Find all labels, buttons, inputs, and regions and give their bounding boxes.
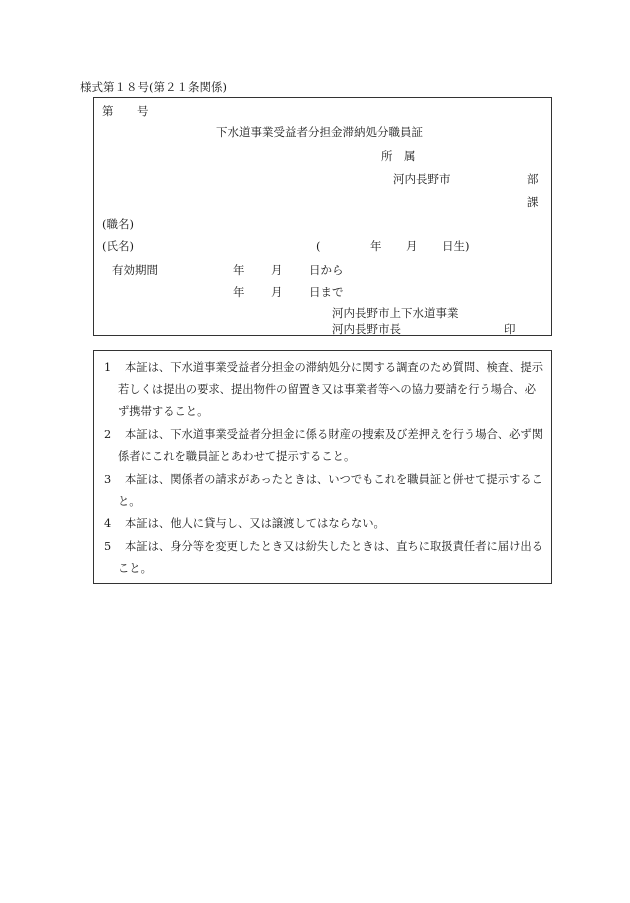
issuer-title: 河内長野市長: [332, 322, 401, 336]
id-card: [93, 97, 552, 336]
valid-to-day: 日まで: [309, 285, 344, 299]
valid-to-year: 年: [233, 285, 245, 299]
birth-day: 日生): [442, 239, 470, 253]
notes-box: [93, 350, 552, 584]
city-name: 河内長野市: [393, 172, 451, 186]
number-suffix: 号: [137, 104, 149, 118]
birth-year: 年: [370, 239, 382, 253]
department-label: 部: [527, 172, 539, 186]
validity-label: 有効期間: [112, 263, 158, 277]
birth-open-paren: (: [316, 239, 321, 253]
valid-from-month: 月: [271, 263, 283, 277]
issuer-org: 河内長野市上下水道事業: [332, 306, 459, 320]
note-item: 3 本証は、関係者の請求があったときは、いつでもこれを職員証と併せて提示すること。: [104, 473, 543, 508]
number-prefix: 第: [102, 104, 114, 118]
birth-month: 月: [406, 239, 418, 253]
name-label: (氏名): [102, 239, 134, 253]
note-item: 4 本証は、他人に貸与し、又は譲渡してはならない。: [104, 517, 385, 530]
valid-from-year: 年: [233, 263, 245, 277]
affiliation-label: 所 属: [381, 149, 416, 163]
seal-mark: 印: [504, 322, 516, 336]
note-item: 5 本証は、身分等を変更したとき又は紛失したときは、直ちに取扱責任者に届け出ること。: [104, 540, 543, 575]
valid-from-day: 日から: [309, 263, 344, 277]
form-caption: 様式第１８号(第２１条関係): [80, 80, 227, 94]
position-label: (職名): [102, 217, 134, 231]
valid-to-month: 月: [271, 285, 283, 299]
note-item: 1 本証は、下水道事業受益者分担金の滞納処分に関する調査のため質問、検査、提示若しくは提出の要求、提出物件の留置き又は事業者等への協力要請を行う場合、必ず携帯すること。: [104, 361, 543, 418]
section-label: 課: [527, 195, 539, 209]
card-title: 下水道事業受益者分担金滞納処分職員証: [216, 125, 423, 139]
note-item: 2 本証は、下水道事業受益者分担金に係る財産の捜索及び差押えを行う場合、必ず関係者にこれを職員証とあわせて提示すること。: [104, 428, 543, 463]
